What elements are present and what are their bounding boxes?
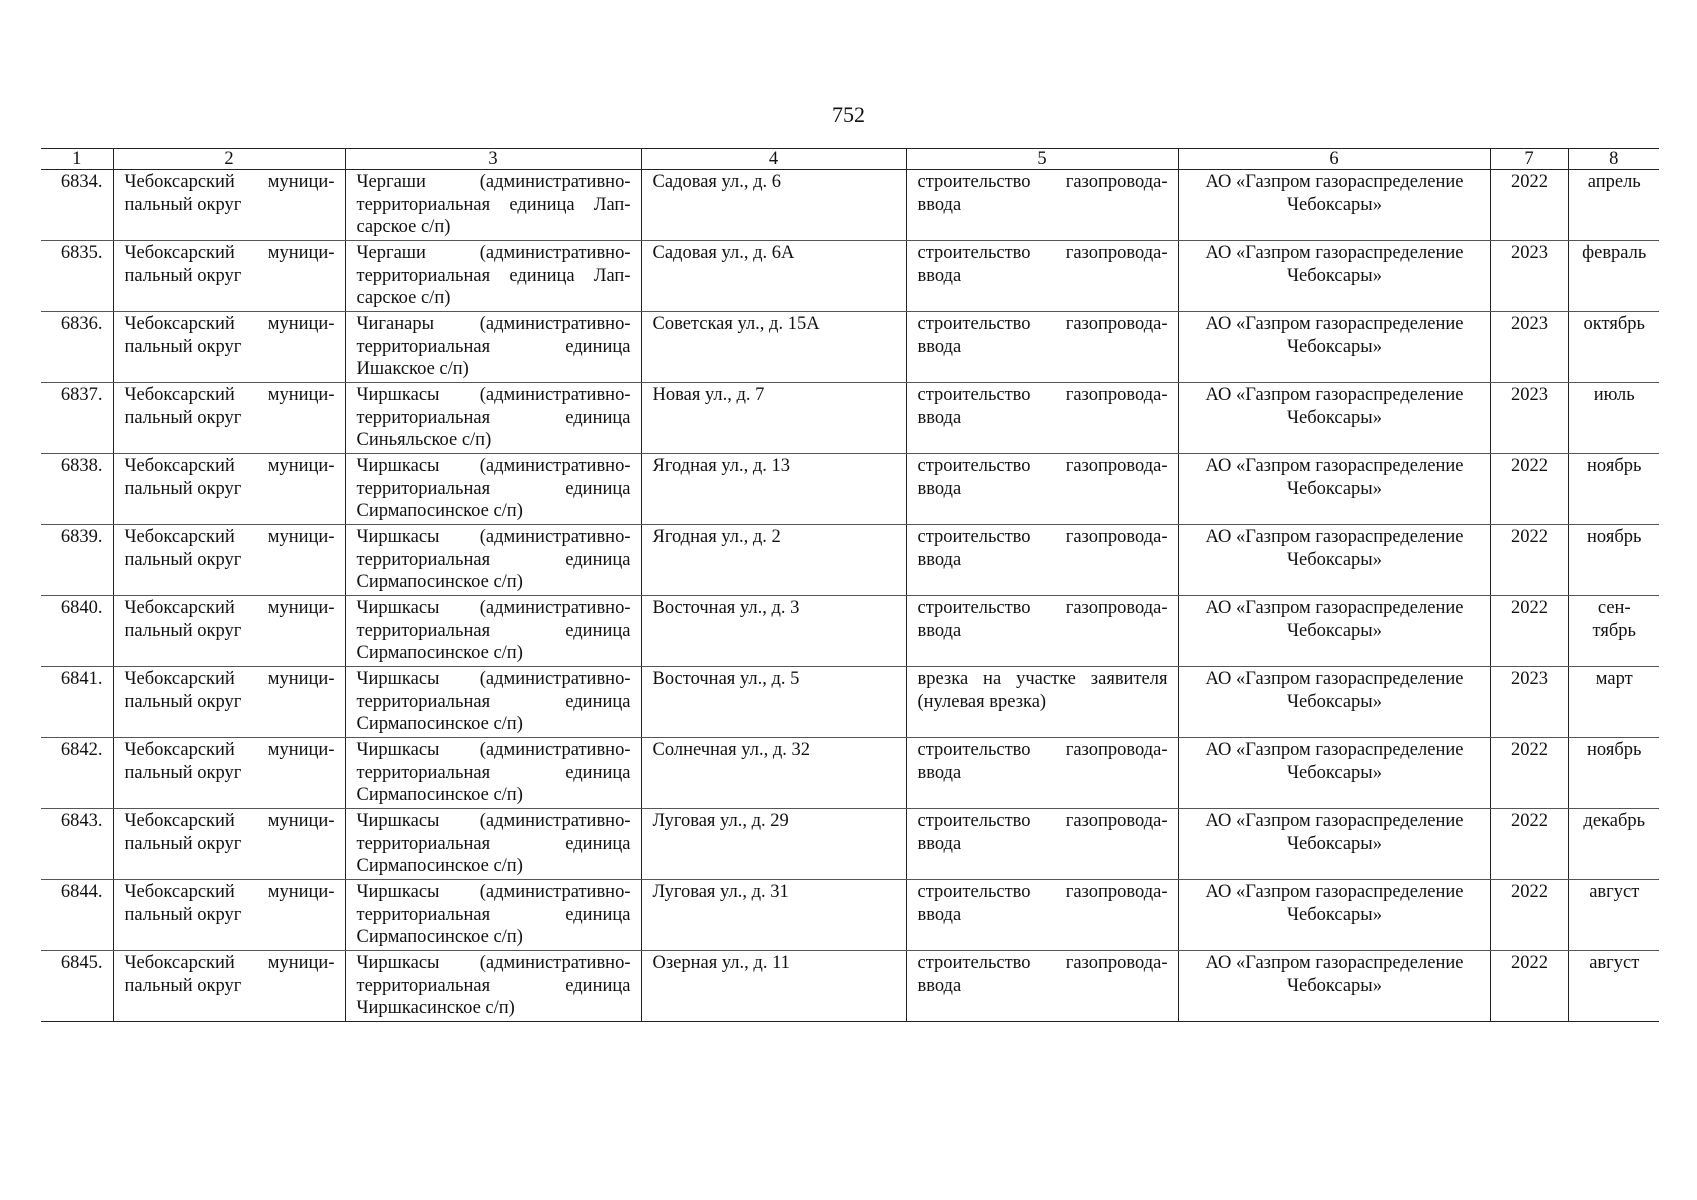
cell-line: Чебоксары» (1286, 620, 1382, 641)
cell-organization (1178, 312, 1490, 383)
cell-line: территориальная единица Лап- (356, 194, 631, 215)
table-body (41, 170, 1659, 1022)
cell-line: Чебоксарский муници- (124, 456, 335, 476)
cell-address: Новая ул., д. 7 (641, 383, 906, 454)
cell-line: Ишакское с/п) (356, 359, 469, 379)
cell-line: пальный округ (124, 904, 242, 925)
cell-locality (345, 809, 641, 880)
cell-number: 6844. (41, 880, 113, 951)
cell-year: 2022 (1490, 880, 1568, 951)
cell-line: пальный округ (124, 407, 242, 428)
cell-locality (345, 525, 641, 596)
table-row (41, 312, 1659, 383)
cell-line: строительство газопровода- (917, 527, 1168, 547)
cell-line: Чебоксарский муници- (124, 811, 335, 831)
cell-number: 6834. (41, 170, 113, 241)
cell-line: Чиганары (административно- (356, 314, 631, 334)
cell-month (1568, 880, 1659, 951)
cell-organization (1178, 880, 1490, 951)
cell-line: Чебоксары» (1286, 975, 1382, 996)
cell-line: пальный округ (124, 336, 242, 357)
cell-line: АО «Газпром газораспределение (1205, 527, 1464, 547)
cell-line: Чебоксарский муници- (124, 882, 335, 902)
cell-line: декабрь (1583, 811, 1646, 831)
table-row (41, 170, 1659, 241)
cell-line: АО «Газпром газораспределение (1205, 172, 1464, 192)
cell-line: строительство газопровода- (917, 953, 1168, 973)
cell-number: 6845. (41, 951, 113, 1022)
cell-locality (345, 454, 641, 525)
cell-organization (1178, 170, 1490, 241)
cell-address: Ягодная ул., д. 2 (641, 525, 906, 596)
cell-line: Чергаши (административно- (356, 243, 631, 263)
cell-line: пальный округ (124, 194, 242, 215)
cell-organization (1178, 525, 1490, 596)
works-table (41, 148, 1659, 1022)
cell-line: территориальная единица (356, 549, 631, 570)
cell-month (1568, 525, 1659, 596)
cell-year: 2022 (1490, 454, 1568, 525)
cell-line: Чебоксары» (1286, 336, 1382, 357)
cell-year: 2022 (1490, 525, 1568, 596)
cell-line: сарское с/п) (356, 217, 451, 237)
cell-line: Чебоксары» (1286, 407, 1382, 428)
cell-line: Чебоксары» (1286, 904, 1382, 925)
cell-year: 2022 (1490, 809, 1568, 880)
cell-district (113, 241, 345, 312)
cell-district (113, 880, 345, 951)
cell-line: территориальная единица (356, 904, 631, 925)
cell-organization (1178, 738, 1490, 809)
cell-line: строительство газопровода- (917, 172, 1168, 192)
cell-line: пальный округ (124, 833, 242, 854)
cell-district (113, 454, 345, 525)
cell-line: ввода (917, 407, 962, 428)
cell-line: АО «Газпром газораспределение (1205, 456, 1464, 476)
cell-district (113, 809, 345, 880)
cell-month (1568, 667, 1659, 738)
cell-organization (1178, 241, 1490, 312)
cell-line: территориальная единица (356, 691, 631, 712)
cell-district (113, 170, 345, 241)
cell-line: Чебоксары» (1286, 478, 1382, 499)
header-col-6: 6 (1178, 149, 1490, 170)
cell-line: Чиршкасы (административно- (356, 811, 631, 831)
cell-line: ноябрь (1587, 740, 1642, 760)
cell-locality (345, 596, 641, 667)
table-row (41, 454, 1659, 525)
cell-work-type (906, 170, 1178, 241)
cell-line: территориальная единица (356, 975, 631, 996)
header-col-2: 2 (113, 149, 345, 170)
table-header (41, 149, 1659, 170)
header-col-1: 1 (41, 149, 113, 170)
cell-line: АО «Газпром газораспределение (1205, 598, 1464, 618)
cell-line: Сирмапосинское с/п) (356, 643, 523, 663)
header-col-3: 3 (345, 149, 641, 170)
cell-line: пальный округ (124, 975, 242, 996)
cell-line: АО «Газпром газораспределение (1205, 953, 1464, 973)
cell-line: пальный округ (124, 265, 242, 286)
cell-line: июль (1593, 385, 1635, 405)
cell-year: 2023 (1490, 312, 1568, 383)
cell-locality (345, 312, 641, 383)
cell-line: Чиршкасы (административно- (356, 669, 631, 689)
cell-line: ввода (917, 975, 962, 996)
cell-line: октябрь (1583, 314, 1645, 334)
cell-line: Чебоксарский муници- (124, 740, 335, 760)
cell-number: 6840. (41, 596, 113, 667)
cell-line: август (1589, 953, 1640, 973)
cell-line: АО «Газпром газораспределение (1205, 882, 1464, 902)
cell-month (1568, 951, 1659, 1022)
cell-district (113, 738, 345, 809)
cell-district (113, 383, 345, 454)
table-row (41, 738, 1659, 809)
table-row (41, 383, 1659, 454)
cell-year: 2022 (1490, 951, 1568, 1022)
cell-line: Сирмапосинское с/п) (356, 856, 523, 876)
cell-number: 6839. (41, 525, 113, 596)
cell-year: 2023 (1490, 241, 1568, 312)
cell-line: пальный округ (124, 478, 242, 499)
table-row (41, 667, 1659, 738)
cell-line: Сирмапосинское с/п) (356, 501, 523, 521)
cell-line: Чиршкасинское с/п) (356, 998, 515, 1018)
cell-line: Чебоксарский муници- (124, 953, 335, 973)
cell-line: Чебоксарский муници- (124, 172, 335, 192)
cell-line: врезка на участке заявителя (917, 669, 1168, 689)
cell-work-type (906, 241, 1178, 312)
cell-work-type (906, 951, 1178, 1022)
cell-organization (1178, 454, 1490, 525)
cell-month (1568, 596, 1659, 667)
cell-line: АО «Газпром газораспределение (1205, 669, 1464, 689)
cell-line: территориальная единица (356, 833, 631, 854)
cell-line: Чебоксарский муници- (124, 598, 335, 618)
cell-line: строительство газопровода- (917, 598, 1168, 618)
cell-number: 6841. (41, 667, 113, 738)
cell-line: Чиршкасы (административно- (356, 953, 631, 973)
cell-line: Чебоксарский муници- (124, 527, 335, 547)
cell-line: август (1589, 882, 1640, 902)
cell-line: Чебоксары» (1286, 762, 1382, 783)
cell-line: пальный округ (124, 762, 242, 783)
cell-line: пальный округ (124, 549, 242, 570)
cell-work-type (906, 525, 1178, 596)
cell-line: Чебоксары» (1286, 549, 1382, 570)
cell-line: ввода (917, 478, 962, 499)
cell-line: пальный округ (124, 691, 242, 712)
cell-line: АО «Газпром газораспределение (1205, 811, 1464, 831)
cell-line: март (1595, 669, 1633, 689)
header-col-8: 8 (1568, 149, 1659, 170)
cell-month (1568, 454, 1659, 525)
table-row (41, 809, 1659, 880)
cell-line: сарское с/п) (356, 288, 451, 308)
cell-address: Луговая ул., д. 31 (641, 880, 906, 951)
cell-organization (1178, 596, 1490, 667)
cell-month (1568, 738, 1659, 809)
cell-year: 2022 (1490, 738, 1568, 809)
cell-line: ввода (917, 549, 962, 570)
cell-district (113, 667, 345, 738)
cell-line: Чиршкасы (административно- (356, 740, 631, 760)
cell-work-type (906, 596, 1178, 667)
cell-district (113, 525, 345, 596)
cell-line: Синьяльское с/п) (356, 430, 492, 450)
cell-work-type (906, 383, 1178, 454)
cell-line: Чебоксары» (1286, 265, 1382, 286)
cell-line: Чиршкасы (административно- (356, 882, 631, 902)
cell-district (113, 951, 345, 1022)
cell-line: строительство газопровода- (917, 882, 1168, 902)
cell-address: Луговая ул., д. 29 (641, 809, 906, 880)
cell-line: АО «Газпром газораспределение (1205, 243, 1464, 263)
cell-line: Чиршкасы (административно- (356, 456, 631, 476)
cell-organization (1178, 809, 1490, 880)
table-row (41, 951, 1659, 1022)
cell-locality (345, 738, 641, 809)
cell-line: АО «Газпром газораспределение (1205, 385, 1464, 405)
cell-locality (345, 170, 641, 241)
cell-line: ввода (917, 336, 962, 357)
cell-address: Ягодная ул., д. 13 (641, 454, 906, 525)
header-col-7: 7 (1490, 149, 1568, 170)
cell-locality (345, 951, 641, 1022)
cell-line: ввода (917, 762, 962, 783)
cell-line: Чиршкасы (административно- (356, 598, 631, 618)
cell-line: территориальная единица (356, 620, 631, 641)
table-row (41, 241, 1659, 312)
cell-address: Садовая ул., д. 6 (641, 170, 906, 241)
cell-month (1568, 241, 1659, 312)
cell-line: строительство газопровода- (917, 314, 1168, 334)
cell-work-type (906, 312, 1178, 383)
cell-line: Чебоксары» (1286, 194, 1382, 215)
cell-line: ввода (917, 265, 962, 286)
cell-address: Советская ул., д. 15А (641, 312, 906, 383)
header-col-4: 4 (641, 149, 906, 170)
cell-line: территориальная единица Лап- (356, 265, 631, 286)
cell-number: 6843. (41, 809, 113, 880)
cell-number: 6835. (41, 241, 113, 312)
cell-work-type (906, 667, 1178, 738)
cell-line: строительство газопровода- (917, 243, 1168, 263)
cell-month (1568, 170, 1659, 241)
cell-number: 6836. (41, 312, 113, 383)
cell-line: Сирмапосинское с/п) (356, 927, 523, 947)
cell-line: территориальная единица (356, 478, 631, 499)
cell-address: Восточная ул., д. 3 (641, 596, 906, 667)
cell-line: Сирмапосинское с/п) (356, 785, 523, 805)
cell-line: строительство газопровода- (917, 811, 1168, 831)
cell-year: 2022 (1490, 170, 1568, 241)
table-row (41, 880, 1659, 951)
cell-line: ввода (917, 194, 962, 215)
cell-line: Чергаши (административно- (356, 172, 631, 192)
cell-line: ввода (917, 620, 962, 641)
cell-address: Солнечная ул., д. 32 (641, 738, 906, 809)
cell-line: строительство газопровода- (917, 740, 1168, 760)
cell-line: пальный округ (124, 620, 242, 641)
cell-line: Сирмапосинское с/п) (356, 714, 523, 734)
cell-line: ввода (917, 833, 962, 854)
cell-line: февраль (1582, 243, 1647, 263)
cell-organization (1178, 383, 1490, 454)
cell-number: 6838. (41, 454, 113, 525)
cell-line: Чебоксарский муници- (124, 314, 335, 334)
cell-number: 6842. (41, 738, 113, 809)
cell-year: 2023 (1490, 383, 1568, 454)
cell-locality (345, 667, 641, 738)
cell-line: Чебоксары» (1286, 833, 1382, 854)
cell-address: Восточная ул., д. 5 (641, 667, 906, 738)
cell-line: апрель (1587, 172, 1641, 192)
cell-work-type (906, 880, 1178, 951)
cell-line: Сирмапосинское с/п) (356, 572, 523, 592)
cell-line: Чиршкасы (административно- (356, 527, 631, 547)
cell-line: строительство газопровода- (917, 456, 1168, 476)
cell-work-type (906, 454, 1178, 525)
cell-line: АО «Газпром газораспределение (1205, 314, 1464, 334)
cell-locality (345, 241, 641, 312)
cell-line: Чебоксары» (1286, 691, 1382, 712)
cell-district (113, 596, 345, 667)
table-row (41, 525, 1659, 596)
page-number: 752 (832, 102, 865, 127)
cell-work-type (906, 809, 1178, 880)
cell-line: Чебоксарский муници- (124, 385, 335, 405)
cell-locality (345, 383, 641, 454)
cell-line: территориальная единица (356, 407, 631, 428)
cell-locality (345, 880, 641, 951)
cell-number: 6837. (41, 383, 113, 454)
cell-line: Чебоксарский муници- (124, 243, 335, 263)
cell-line: территориальная единица (356, 336, 631, 357)
cell-line: Чебоксарский муници- (124, 669, 335, 689)
cell-line: сен- (1597, 598, 1631, 618)
table-row (41, 596, 1659, 667)
cell-month (1568, 809, 1659, 880)
cell-address: Озерная ул., д. 11 (641, 951, 906, 1022)
header-col-5: 5 (906, 149, 1178, 170)
cell-district (113, 312, 345, 383)
cell-organization (1178, 951, 1490, 1022)
cell-month (1568, 312, 1659, 383)
cell-line: территориальная единица (356, 762, 631, 783)
cell-address: Садовая ул., д. 6А (641, 241, 906, 312)
cell-line: (нулевая врезка) (917, 691, 1047, 712)
cell-line: ноябрь (1587, 456, 1642, 476)
cell-year: 2022 (1490, 596, 1568, 667)
cell-work-type (906, 738, 1178, 809)
cell-line: Чиршкасы (административно- (356, 385, 631, 405)
cell-line: АО «Газпром газораспределение (1205, 740, 1464, 760)
cell-line: ввода (917, 904, 962, 925)
cell-month (1568, 383, 1659, 454)
cell-year: 2023 (1490, 667, 1568, 738)
header-row (41, 149, 1659, 170)
cell-line: строительство газопровода- (917, 385, 1168, 405)
cell-organization (1178, 667, 1490, 738)
cell-line: ноябрь (1587, 527, 1642, 547)
cell-line: тябрь (1592, 620, 1636, 641)
